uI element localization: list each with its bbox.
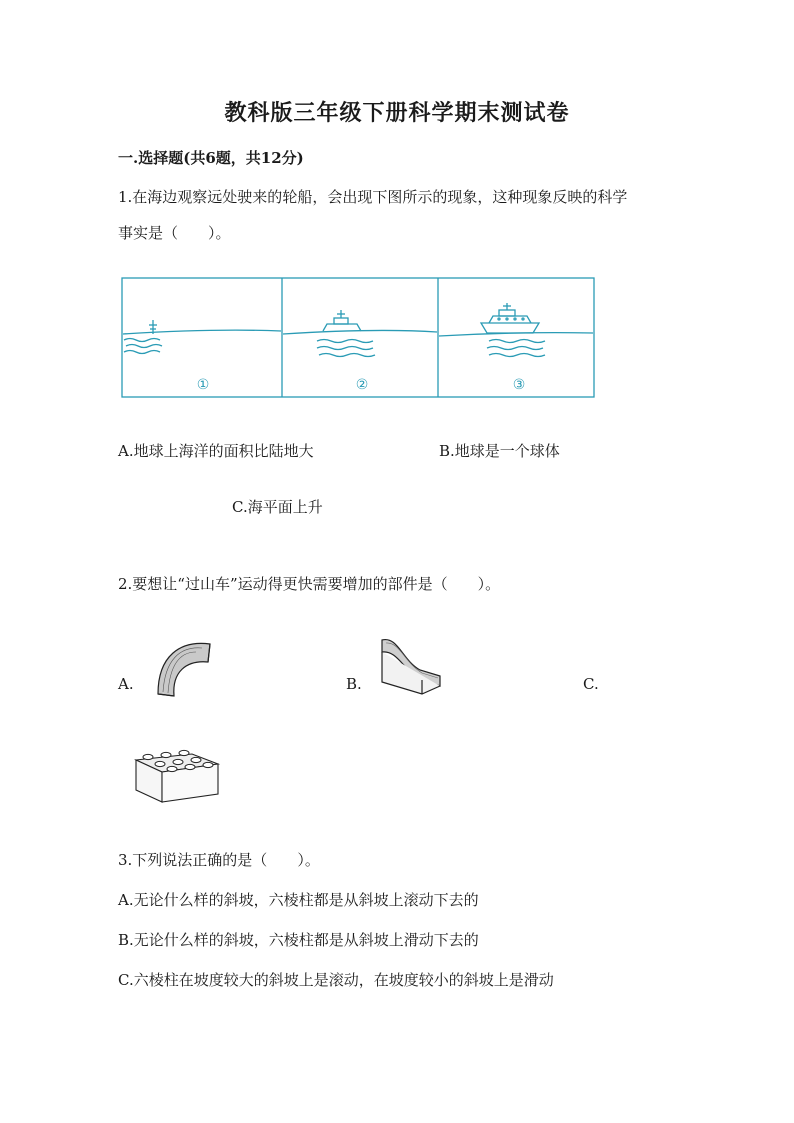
q1-stem-line1: 1.在海边观察远处驶来的轮船，会出现下图所示的现象，这种现象反映的科学 xyxy=(118,188,628,206)
q3-stem: 3.下列说法正确的是（ ）。 xyxy=(118,851,320,869)
section-heading: 一.选择题(共6题，共12分) xyxy=(118,149,304,167)
wave-icon-2 xyxy=(317,340,375,357)
q3-option-a[interactable]: A.无论什么样的斜坡，六棱柱都是从斜坡上滚动下去的 xyxy=(118,891,479,909)
q1-stem-line2: 事实是（ ）。 xyxy=(118,224,231,242)
q2-option-b[interactable]: B. xyxy=(346,675,362,693)
q2-option-c[interactable]: C. xyxy=(583,675,599,693)
ship-superstructure-icon xyxy=(323,310,361,331)
q2-stem: 2.要想让“过山车”运动得更快需要增加的部件是（ ）。 xyxy=(118,575,501,593)
q3-option-c[interactable]: C.六棱柱在坡度较大的斜坡上是滚动，在坡度较小的斜坡上是滑动 xyxy=(118,971,554,989)
horizon-line-1 xyxy=(123,330,281,334)
panel-label-2: ② xyxy=(355,377,369,393)
q3-option-b[interactable]: B.无论什么样的斜坡，六棱柱都是从斜坡上滑动下去的 xyxy=(118,931,479,949)
page-title: 教科版三年级下册科学期末测试卷 xyxy=(224,100,570,126)
panel-label-1: ① xyxy=(196,377,210,393)
q2-option-a[interactable]: A. xyxy=(118,675,134,693)
full-ship-icon xyxy=(481,303,539,333)
horizon-line-2 xyxy=(283,331,437,334)
lego-brick-icon xyxy=(132,740,222,806)
q1-option-b[interactable]: B.地球是一个球体 xyxy=(439,442,560,460)
ship-horizon-figure xyxy=(121,277,595,398)
slope-track-icon xyxy=(376,630,446,698)
q1-option-c[interactable]: C.海平面上升 xyxy=(232,498,323,516)
panel-label-3: ③ xyxy=(512,377,526,393)
wave-icon-3 xyxy=(487,340,545,357)
q1-option-a[interactable]: A.地球上海洋的面积比陆地大 xyxy=(118,442,314,460)
wave-icon-1 xyxy=(124,339,162,354)
curved-track-icon xyxy=(150,636,220,702)
